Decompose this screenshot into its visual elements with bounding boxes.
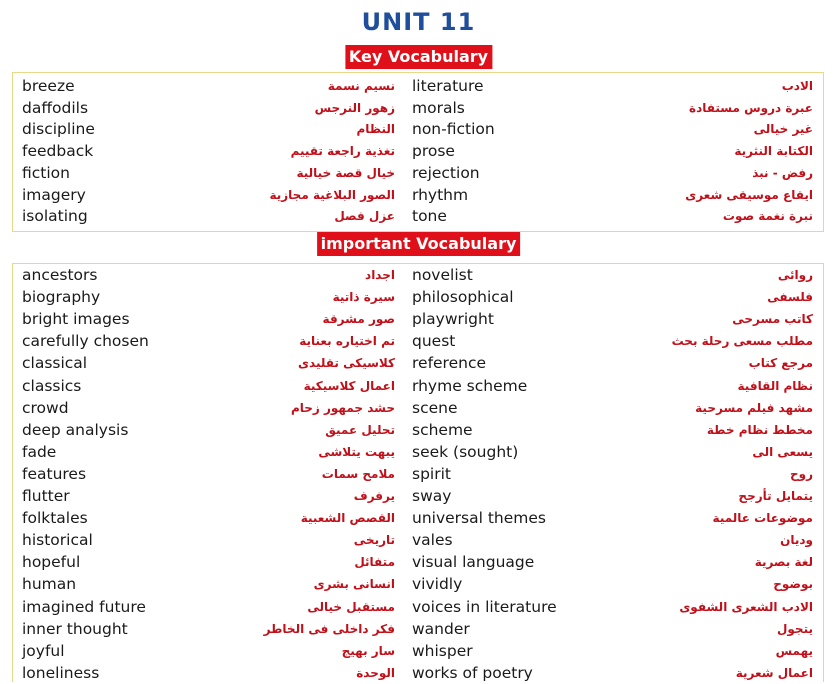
vocab-term-left: human: [22, 575, 77, 594]
vocab-term-right: rhyme scheme: [412, 376, 528, 395]
vocab-translation-left: صور مشرقة: [322, 312, 395, 327]
vocab-term-left: discipline: [22, 120, 95, 139]
vocab-translation-left: انسانى بشرى: [313, 577, 395, 592]
vocabulary-row: [13, 618, 823, 640]
vocab-translation-right: اعمال شعرية: [735, 665, 813, 680]
vocab-term-left: folktales: [22, 509, 88, 528]
key-vocabulary-box: [12, 72, 824, 232]
vocab-translation-left: خيال قصة خيالية: [296, 165, 395, 180]
vocabulary-row: [13, 640, 823, 662]
vocabulary-row: [13, 529, 823, 551]
vocabulary-row: [13, 573, 823, 595]
vocab-term-left: classics: [22, 376, 82, 395]
vocab-term-left: hopeful: [22, 553, 81, 572]
vocab-translation-left: سار بهيج: [341, 643, 395, 658]
vocabulary-row: [13, 507, 823, 529]
vocab-translation-right: كاتب مسرحى: [732, 312, 813, 327]
vocab-translation-left: القصص الشعبية: [300, 511, 395, 526]
vocab-term-right: wander: [412, 619, 470, 638]
vocab-term-right: philosophical: [412, 288, 514, 307]
vocab-term-left: crowd: [22, 398, 69, 417]
vocabulary-row: [13, 662, 823, 684]
vocab-term-left: flutter: [22, 487, 70, 505]
vocab-translation-left: عزل فصل: [334, 209, 395, 224]
vocab-term-left: biography: [22, 288, 101, 307]
vocab-translation-right: مطلب مسعى رحلة بحث: [671, 334, 813, 349]
vocab-term-right: playwright: [412, 310, 494, 329]
vocabulary-row: [13, 205, 823, 227]
vocab-term-right: universal themes: [412, 509, 546, 528]
vocab-translation-left: فكر داخلى فى الخاطر: [263, 621, 395, 636]
vocab-translation-left: الصور البلاغية مجازية: [269, 187, 395, 202]
vocab-translation-right: روح: [789, 466, 813, 481]
vocab-term-left: inner thought: [22, 619, 128, 638]
vocab-translation-left: ملامح سمات: [321, 466, 395, 481]
important-vocabulary-box: [12, 263, 824, 682]
vocab-translation-right: الادب: [781, 79, 813, 93]
vocab-translation-right: وديان: [780, 533, 813, 548]
vocab-translation-right: ايقاع موسيقى شعرى: [685, 187, 813, 202]
vocab-term-right: visual language: [412, 553, 535, 572]
vocabulary-row: [13, 441, 823, 463]
vocab-term-right: scene: [412, 398, 458, 417]
vocab-term-left: imagined future: [22, 597, 146, 616]
vocab-translation-right: يتمايل تأرجح: [738, 489, 813, 503]
vocabulary-row: [13, 551, 823, 573]
vocab-translation-right: فلسفى: [767, 290, 813, 305]
vocabulary-row: [13, 140, 823, 162]
vocab-translation-right: يهمس: [775, 643, 813, 658]
vocabulary-row: [13, 308, 823, 330]
vocab-translation-right: موضوعات عالمية: [712, 511, 813, 526]
unit-title: UNIT 11: [361, 8, 476, 36]
vocabulary-row: [13, 75, 823, 97]
vocab-term-left: features: [22, 464, 87, 483]
vocab-translation-left: متفائل: [354, 555, 395, 570]
vocab-translation-right: نبرة نغمة صوت: [722, 209, 813, 224]
vocabulary-row: [13, 264, 823, 286]
vocab-term-right: vales: [412, 531, 453, 550]
vocabulary-row: [13, 97, 823, 119]
vocab-translation-right: يسعى الى: [752, 444, 813, 459]
vocab-term-right: seek (sought): [412, 442, 519, 461]
vocab-term-left: classical: [22, 354, 88, 373]
vocabulary-row: [13, 118, 823, 140]
vocabulary-row: [13, 463, 823, 485]
vocab-translation-left: تاريخى: [353, 533, 395, 548]
vocab-term-left: daffodils: [22, 98, 89, 117]
vocabulary-row: [13, 485, 823, 507]
vocabulary-row: [13, 162, 823, 184]
vocab-translation-left: تم اختياره بعناية: [299, 334, 395, 349]
vocab-term-left: carefully chosen: [22, 332, 149, 351]
vocab-translation-right: عبرة دروس مستفادة: [688, 100, 813, 115]
vocab-translation-right: مرجع كتاب: [748, 356, 813, 371]
vocab-translation-left: اعمال كلاسيكية: [303, 378, 395, 393]
vocab-term-right: tone: [412, 207, 447, 226]
vocab-translation-left: اجداد: [365, 268, 395, 282]
vocab-term-right: scheme: [412, 420, 473, 439]
vocab-term-right: morals: [412, 98, 465, 117]
vocab-translation-right: الادب الشعرى الشفوى: [679, 599, 813, 614]
vocabulary-row: [13, 375, 823, 397]
vocab-term-right: rejection: [412, 163, 480, 182]
vocabulary-row: [13, 286, 823, 308]
vocab-term-right: novelist: [412, 266, 473, 284]
vocab-term-right: sway: [412, 487, 452, 505]
vocab-term-left: fade: [22, 442, 57, 461]
vocab-term-right: voices in literature: [412, 597, 557, 616]
vocab-translation-left: تغذية راجعة تقييم: [290, 144, 395, 159]
vocab-term-left: bright images: [22, 310, 130, 329]
vocabulary-row: [13, 419, 823, 441]
vocab-term-right: prose: [412, 142, 455, 161]
vocab-translation-right: نظام القافية: [737, 378, 813, 393]
vocab-term-right: quest: [412, 332, 456, 351]
vocab-translation-left: الوحدة: [356, 665, 395, 680]
vocab-translation-left: حشد جمهور زحام: [290, 400, 395, 415]
vocabulary-row: [13, 397, 823, 419]
vocab-translation-right: رفض - نبذ: [752, 165, 813, 180]
vocab-translation-left: النظام: [356, 122, 395, 137]
vocab-term-right: non-fiction: [412, 120, 495, 139]
vocab-translation-right: غير خيالى: [753, 122, 813, 137]
vocab-term-left: feedback: [22, 142, 94, 161]
vocab-term-left: fiction: [22, 163, 70, 182]
vocab-term-left: isolating: [22, 207, 88, 226]
vocabulary-row: [13, 330, 823, 352]
vocab-term-left: ancestors: [22, 266, 98, 284]
vocab-term-right: reference: [412, 354, 487, 373]
vocab-translation-left: زهور النرجس: [314, 100, 395, 115]
vocab-translation-right: يتجول: [777, 621, 813, 636]
vocab-translation-left: مستقبل خيالى: [307, 599, 395, 614]
vocab-translation-right: مخطط نظام خطة: [706, 422, 813, 437]
vocab-term-left: joyful: [22, 641, 65, 660]
important-vocabulary-heading: important Vocabulary: [317, 232, 521, 256]
vocab-term-right: rhythm: [412, 185, 469, 204]
vocab-translation-right: بوضوح: [773, 577, 813, 592]
vocabulary-row: [13, 352, 823, 374]
vocabulary-row: [13, 184, 823, 206]
vocab-term-left: imagery: [22, 185, 86, 204]
vocab-translation-left: كلاسيكى تقليدى: [298, 356, 395, 371]
vocab-term-left: historical: [22, 531, 93, 550]
vocab-term-right: literature: [412, 77, 484, 95]
vocab-term-left: loneliness: [22, 663, 100, 682]
vocab-translation-left: يرفرف: [353, 489, 395, 503]
vocab-term-right: spirit: [412, 464, 451, 483]
vocab-translation-right: روائى: [777, 268, 813, 282]
vocab-term-left: breeze: [22, 77, 75, 95]
vocab-translation-right: الكتابة النثرية: [734, 144, 813, 159]
vocab-translation-left: تحليل عميق: [325, 422, 395, 437]
vocab-term-right: whisper: [412, 641, 473, 660]
vocabulary-row: [13, 596, 823, 618]
vocab-term-left: deep analysis: [22, 420, 129, 439]
key-vocabulary-heading: Key Vocabulary: [345, 45, 492, 69]
vocab-translation-right: لغة بصرية: [754, 555, 813, 570]
vocab-translation-left: نسيم نسمة: [327, 79, 395, 93]
vocab-translation-left: يبهت يتلاشى: [318, 444, 395, 459]
vocab-translation-right: مشهد فيلم مسرحية: [695, 400, 813, 415]
vocab-translation-left: سيرة ذاتية: [332, 290, 395, 305]
vocab-term-right: works of poetry: [412, 663, 533, 682]
vocab-term-right: vividly: [412, 575, 463, 594]
